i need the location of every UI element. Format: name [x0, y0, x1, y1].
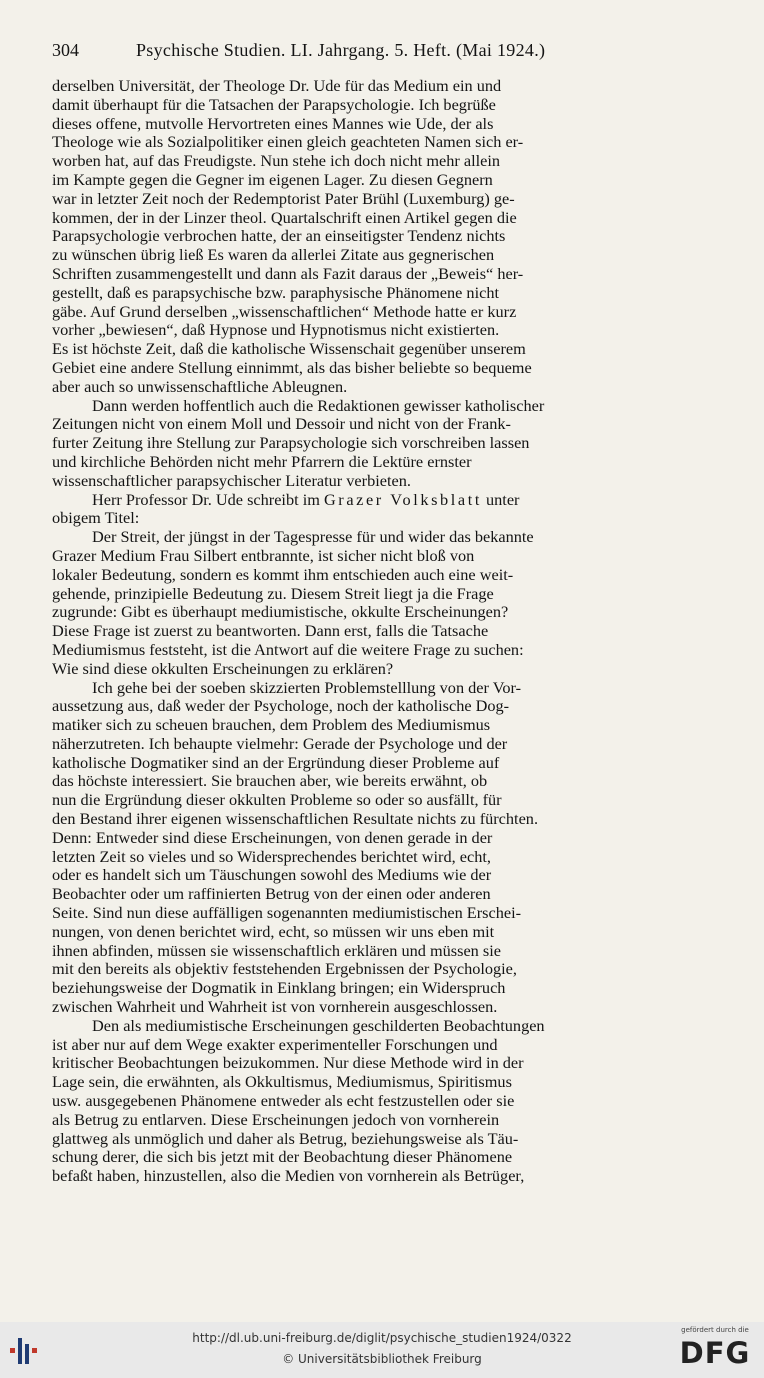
body-text — [52, 77, 728, 1186]
text-line: damit überhaupt für die Tatsachen der Parapsychologie. Ich begrüße — [52, 94, 496, 114]
page-number: 304 — [52, 40, 79, 60]
text-line: zwischen Wahrheit und Wahrheit ist von vornherein ausgeschlossen. — [52, 997, 498, 1017]
text-line: obigem Titel: — [52, 508, 140, 528]
paragraph — [52, 679, 728, 1017]
text-line: Grazer Medium Frau Silbert entbrannte, ist sicher nicht bloß von — [52, 545, 475, 565]
text-line: den Bestand ihrer eigenen wissenschaftlichen Resultate nichts zu fürchten. — [52, 809, 539, 829]
text-line: schung derer, die sich bis jetzt mit der Beobachtung dieser Phänomene — [52, 1147, 513, 1167]
text-line: als Betrug zu entlarven. Diese Erscheinungen jedoch von vornherein — [52, 1109, 500, 1129]
paragraph — [52, 528, 728, 678]
text-line: kritischer Beobachtungen beizukommen. Nur diese Methode wird in der — [52, 1053, 524, 1073]
text-line: Zeitungen nicht von einem Moll und Dessoir und nicht von der Frank- — [52, 414, 511, 434]
text-line: und kirchliche Behörden nicht mehr Pfarrern die Lektüre ernster — [52, 451, 472, 471]
text-line: Seite. Sind nun diese auffälligen sogenannten mediumistischen Erschei- — [52, 903, 522, 923]
text-line: oder es handelt sich um Täuschungen sowohl des Mediums wie der — [52, 865, 492, 885]
text-line: nun die Ergründung dieser okkulten Probleme so oder so ausfällt, für — [52, 790, 502, 810]
text-line: katholische Dogmatiker sind an der Ergründung dieser Probleme auf — [52, 752, 500, 772]
text-line: gäbe. Auf Grund derselben „wissenschaftlichen“ Methode hatte er kurz — [52, 301, 517, 321]
text-line: Wie sind diese okkulten Erscheinungen zu erklären? — [52, 658, 394, 678]
page-header — [52, 36, 728, 64]
text-line: Es ist höchste Zeit, daß die katholische Wissenschait gegenüber unserem — [52, 339, 526, 359]
text-line: Herr Professor Dr. Ude schreibt im Grazer Volksblatt unter — [92, 489, 520, 509]
text-line: aber auch so unwissenschaftliche Ableugnen. — [52, 376, 348, 396]
text-line: matiker sich zu scheuen brauchen, dem Problem des Mediumismus — [52, 715, 491, 735]
text-line: furter Zeitung ihre Stellung zur Parapsychologie sich vorschreiben lassen — [52, 433, 530, 453]
dfg-logo: DFG — [679, 1336, 751, 1370]
text-line: im Kampte gegen die Gegner im eigenen Lager. Zu diesen Gegnern — [52, 169, 493, 189]
text-line: vorher „bewiesen“, daß Hypnose und Hypnotismus nicht existierten. — [52, 320, 500, 340]
running-title: Psychische Studien. LI. Jahrgang. 5. Heft. (Mai 1924.) — [136, 40, 546, 60]
text-line: Parapsychologie verbrochen hatte, der an einseitigster Tendenz nichts — [52, 226, 506, 246]
text-line: kommen, der in der Linzer theol. Quartalschrift einen Artikel gegen die — [52, 207, 517, 227]
text-line: aussetzung aus, daß weder der Psychologe, noch der katholische Dog- — [52, 696, 510, 716]
funder-block — [672, 1326, 758, 1376]
text-line: zu wünschen übrig ließ Es waren da allerlei Zitate aus gegnerischen — [52, 245, 495, 265]
text-line: lokaler Bedeutung, sondern es kommt ihm entschieden auch eine weit- — [52, 564, 514, 584]
text-line: Theologe wie als Sozialpolitiker einen gleich geachteten Namen sich er- — [52, 132, 524, 152]
paragraph — [52, 77, 728, 397]
text-line: war in letzter Zeit noch der Redemptorist Pater Brühl (Luxemburg) ge- — [52, 188, 515, 208]
text-line: zugrunde: Gibt es überhaupt mediumistische, okkulte Erscheinungen? — [52, 602, 509, 622]
copyright-text: © Universitätsbibliothek Freiburg — [282, 1352, 482, 1366]
text-line: letzten Zeit so vieles und so Widersprechendes berichtet wird, echt, — [52, 846, 491, 866]
text-line: Ich gehe bei der soeben skizzierten Problemstelllung von der Vor- — [92, 677, 522, 697]
paragraph — [52, 397, 728, 491]
text-line: näherzutreten. Ich behaupte vielmehr: Gerade der Psychologe und der — [52, 733, 508, 753]
text-line: gestellt, daß es parapsychische bzw. paraphysische Phänomene nicht — [52, 282, 499, 302]
text-line: Gebiet eine andere Stellung einnimmt, als das bisher beliebte so bequeme — [52, 357, 532, 377]
text-line: Beobachter oder um raffinierten Betrug von der einen oder anderen — [52, 884, 491, 904]
text-line: das höchste interessiert. Sie brauchen aber, wie bereits erwähnt, ob — [52, 771, 488, 791]
library-logo-icon — [10, 1334, 40, 1366]
text-line: beziehungsweise der Dogmatik in Einklang bringen; ein Widerspruch — [52, 978, 506, 998]
paragraph — [52, 491, 728, 529]
text-line: ihnen abfinden, müssen sie wissenschaftlich erklären und müssen sie — [52, 940, 501, 960]
text-line: nungen, von denen berichtet wird, echt, so müssen wir uns eben mit — [52, 921, 495, 941]
text-line: Lage sein, die erwähnten, als Okkultismus, Mediumismus, Spiritismus — [52, 1072, 512, 1092]
text-line: Mediumismus feststeht, ist die Antwort auf die weitere Frage zu suchen: — [52, 639, 524, 659]
text-line: usw. ausgegebenen Phänomene entweder als echt festzustellen oder sie — [52, 1091, 515, 1111]
text-line: worben hat, auf das Freudigste. Nun stehe ich doch nicht mehr allein — [52, 151, 501, 171]
text-line: gehende, prinzipielle Bedeutung zu. Diesem Streit liegt ja die Frage — [52, 583, 494, 603]
text-line: dieses offene, mutvolle Hervortreten eines Mannes wie Ude, der als — [52, 113, 494, 133]
text-line: mit den bereits als objektiv feststehenden Ergebnissen der Psychologie, — [52, 959, 517, 979]
source-url-link[interactable]: http://dl.ub.uni-freiburg.de/diglit/psychische_studien1924/0322 — [192, 1331, 572, 1345]
text-line: befaßt haben, hinzustellen, also die Medien von vornherein als Betrüger, — [52, 1166, 525, 1186]
text-line: wissenschaftlicher parapsychischer Literatur verbieten. — [52, 470, 411, 490]
text-line: Dann werden hoffentlich auch die Redaktionen gewisser katholischer — [92, 395, 545, 415]
funder-label: gefördert durch die — [681, 1326, 749, 1334]
viewer-footer — [0, 1322, 764, 1378]
text-line: ist aber nur auf dem Wege exakter experimenteller Forschungen und — [52, 1034, 498, 1054]
text-line: Denn: Entweder sind diese Erscheinungen, von denen gerade in der — [52, 827, 493, 847]
text-line: Schriften zusammengestellt und dann als Fazit daraus der „Beweis“ her- — [52, 263, 524, 283]
text-line: Der Streit, der jüngst in der Tagespresse für und wider das bekannte — [92, 527, 534, 547]
text-line: glattweg als unmöglich und daher als Betrug, beziehungsweise als Täu- — [52, 1128, 519, 1148]
paragraph — [52, 1017, 728, 1186]
text-line: Den als mediumistische Erscheinungen geschilderten Beobachtungen — [92, 1015, 545, 1035]
text-line: Diese Frage ist zuerst zu beantworten. Dann erst, falls die Tatsache — [52, 621, 489, 641]
text-line: derselben Universität, der Theologe Dr. Ude für das Medium ein und — [52, 76, 502, 95]
